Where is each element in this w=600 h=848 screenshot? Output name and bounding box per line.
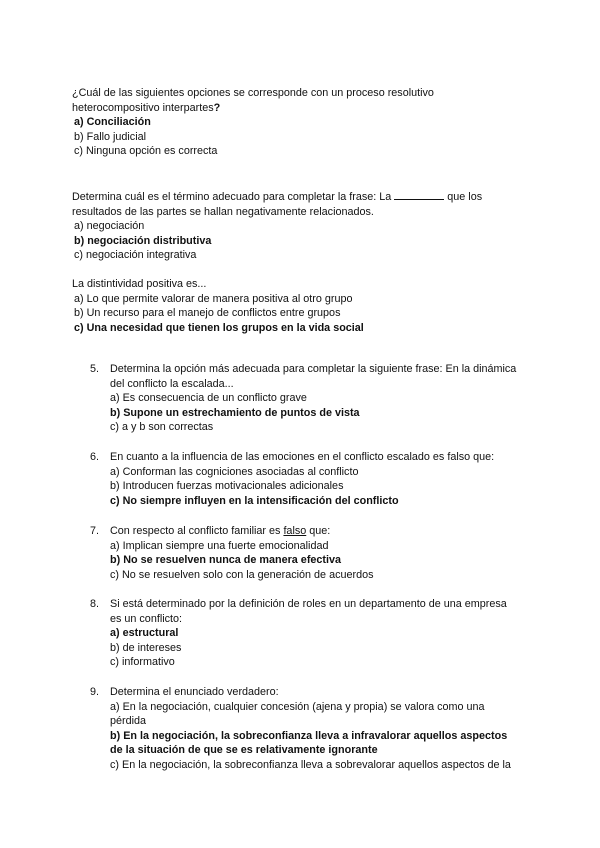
question-text: Si está determinado por la definición de roles en un departamento de una empresa — [110, 598, 507, 610]
option-a-correct: a) Conciliación — [74, 116, 151, 129]
question-8 — [90, 597, 530, 670]
underlined-word: falso — [283, 525, 307, 537]
option-c: c) Ninguna opción es correcta — [74, 145, 218, 158]
option-b-correct: b) No se resuelven nunca de manera efectiva — [110, 554, 342, 567]
question-text: Con respecto al conflicto familiar es falso que: — [110, 525, 331, 537]
question-9 — [90, 685, 530, 773]
option-c: c) a y b son correctas — [110, 421, 214, 434]
option-b: b) Introducen fuerzas motivacionales adicionales — [110, 480, 344, 493]
option-a: a) negociación — [74, 220, 145, 233]
option-c: c) informativo — [110, 656, 175, 669]
question-text: del conflicto la escalada... — [110, 377, 234, 390]
question-text: Determina la opción más adecuada para completar la siguiente frase: En la dinámica — [110, 363, 517, 375]
option-a: a) Lo que permite valorar de manera positiva al otro grupo — [74, 292, 353, 305]
option-c-correct: c) Una necesidad que tienen los grupos en la vida social — [74, 321, 364, 334]
option-c: c) negociación integrativa — [74, 249, 197, 262]
option-a-continued: pérdida — [110, 715, 147, 728]
question-6 — [90, 450, 530, 508]
option-b: b) de intereses — [110, 641, 182, 654]
question-number: 6. — [90, 451, 100, 463]
option-a-correct: a) estructural — [110, 627, 179, 640]
option-c: c) No se resuelven solo con la generación de acuerdos — [110, 568, 374, 581]
question-3 — [72, 277, 532, 335]
question-text: es un conflicto: — [110, 612, 183, 625]
question-5 — [90, 362, 530, 435]
question-text: La distintividad positiva es... — [72, 278, 207, 290]
question-text: heterocompositivo interpartes? — [72, 101, 221, 114]
option-a: a) Implican siempre una fuerte emocionalidad — [110, 539, 329, 552]
question-text: Determina el enunciado verdadero: — [110, 686, 279, 698]
option-a: a) En la negociación, cualquier concesión (ajena y propia) se valora como una — [110, 700, 485, 713]
question-number: 7. — [90, 525, 100, 537]
option-b-correct: b) En la negociación, la sobreconfianza lleva a infravalorar aquellos aspectos — [110, 729, 508, 742]
question-number: 5. — [90, 363, 100, 375]
option-a: a) Es consecuencia de un conflicto grave — [110, 392, 307, 405]
option-b: b) Un recurso para el manejo de conflictos entre grupos — [74, 307, 341, 320]
question-text: resultados de las partes se hallan negativamente relacionados. — [72, 205, 374, 218]
option-b-correct-continued: de la situación de que se es relativamente ignorante — [110, 744, 378, 757]
question-2 — [72, 189, 532, 263]
question-7 — [90, 524, 530, 582]
fill-blank — [394, 189, 444, 200]
question-1 — [72, 86, 532, 159]
option-b-correct: b) Supone un estrechamiento de puntos de vista — [110, 406, 360, 419]
question-text: Determina cuál es el término adecuado para completar la frase: La que los — [72, 191, 483, 203]
question-text: En cuanto a la influencia de las emociones en el conflicto escalado es falso que: — [110, 451, 495, 463]
question-number: 8. — [90, 598, 100, 610]
question-number: 9. — [90, 686, 100, 698]
option-a: a) Conforman las cogniciones asociadas al conflicto — [110, 465, 359, 478]
option-b-correct: b) negociación distributiva — [74, 234, 212, 247]
option-b: b) Fallo judicial — [74, 130, 147, 143]
option-c-correct: c) No siempre influyen en la intensificación del conflicto — [110, 494, 399, 507]
option-c: c) En la negociación, la sobreconfianza lleva a sobrevalorar aquellos aspectos de la — [110, 758, 511, 771]
question-text: ¿Cuál de las siguientes opciones se corresponde con un proceso resolutivo — [72, 87, 434, 99]
